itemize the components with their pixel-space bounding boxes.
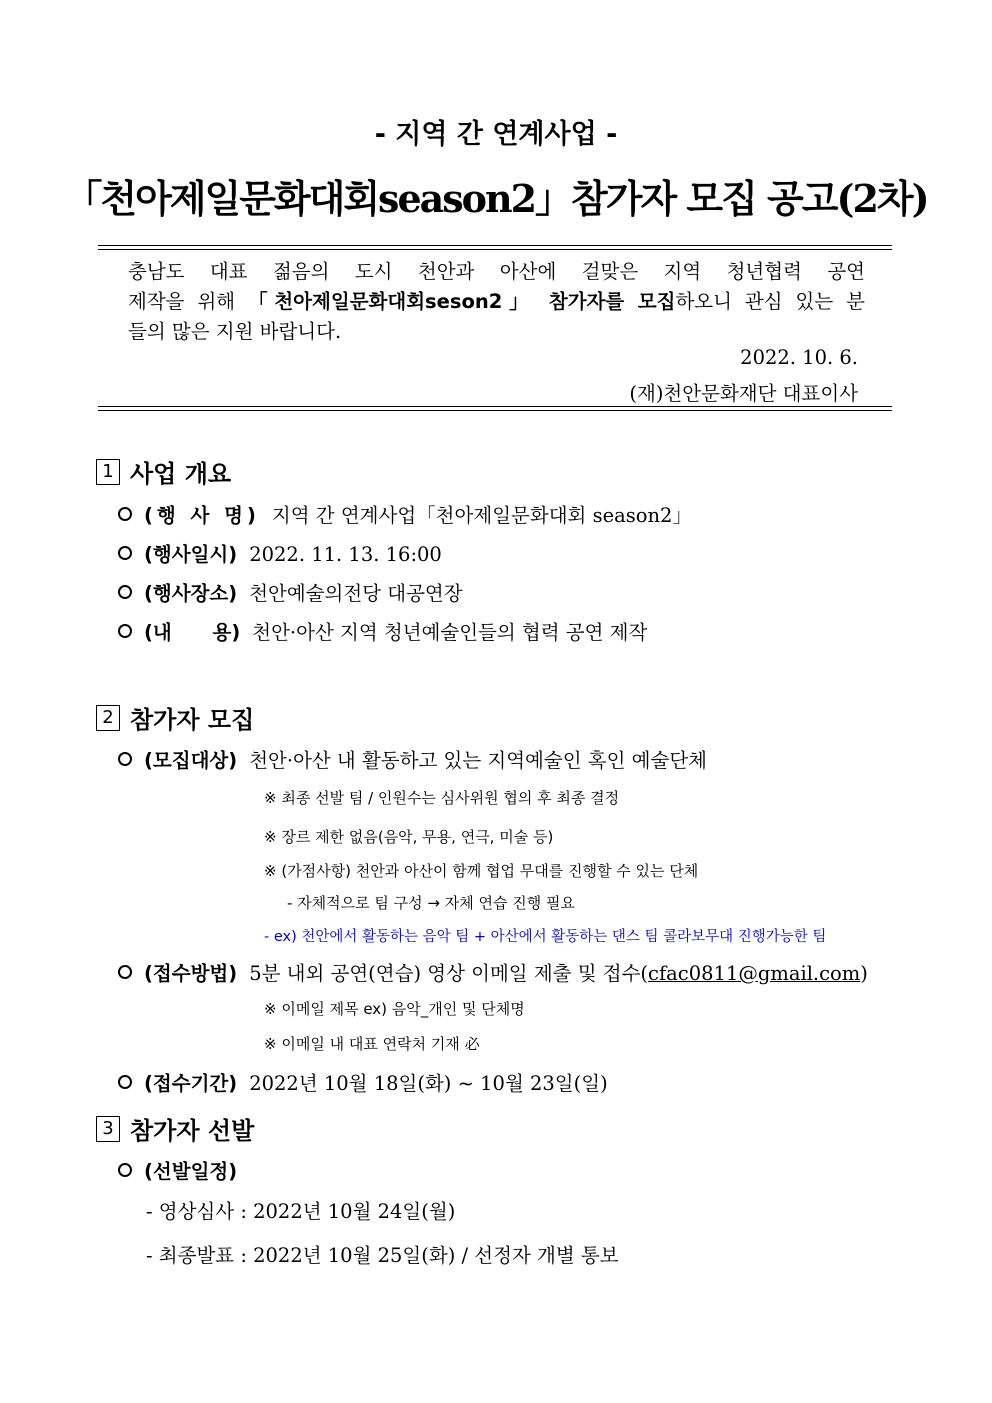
bottom-rule-1 (98, 406, 892, 407)
section-3-heading (96, 1111, 254, 1146)
note-team: - 자체적으로 팀 구성 → 자체 연습 진행 필요 (287, 894, 575, 912)
target-row (118, 745, 707, 773)
event-name-row (118, 500, 692, 528)
intro-text: 제작을 위해 (128, 290, 249, 313)
note-example: - ex) 천안에서 활동하는 음악 팀 + 아산에서 활동하는 댄스 팀 콜라보무대 진행가능한 팀 (264, 929, 827, 945)
intro-line-2 (128, 286, 865, 314)
note-email-subject: ※ 이메일 제목 ex) 음악_개인 및 단체명 (264, 1000, 525, 1018)
top-rule-1 (98, 245, 892, 246)
intro-highlight: 「천아제일문화대회seson2」 참가자를 모집 (248, 290, 676, 313)
circle-bullet-icon (118, 752, 132, 766)
schedule-row (118, 1156, 249, 1184)
item-value: 2022. 11. 13. 16:00 (249, 543, 442, 566)
section-title: 참가자 모집 (130, 706, 255, 734)
item-label: (내 용) (144, 621, 241, 644)
circle-bullet-icon (118, 624, 132, 638)
item-value: 천안·아산 지역 청년예술인들의 협력 공연 제작 (252, 621, 648, 644)
section-1-heading (96, 454, 231, 489)
event-content-row (118, 617, 647, 645)
period-row (118, 1068, 608, 1096)
item-label: (선발일정) (144, 1160, 238, 1183)
document-title: 「천아제일문화대회season2」참가자 모집 공고(2차) (64, 176, 928, 221)
section-title: 사업 개요 (130, 460, 232, 488)
note-genre: ※ 장르 제한 없음(음악, 무용, 연극, 미술 등) (264, 828, 554, 846)
item-label: (행사일시) (144, 543, 238, 566)
section-number: 2 (96, 705, 120, 731)
event-date-row (118, 539, 442, 567)
item-value: ) (860, 962, 868, 985)
section-number: 1 (96, 459, 120, 485)
intro-text: 하오니 관심 있는 분 (675, 290, 865, 313)
schedule-video-review: - 영상심사 : 2022년 10월 24일(월) (146, 1200, 456, 1223)
item-label: (모집대상) (144, 749, 238, 772)
issue-date: 2022. 10. 6. (740, 346, 858, 369)
bottom-rule-2 (98, 410, 892, 411)
section-number: 3 (96, 1116, 120, 1142)
top-rule-2 (98, 249, 892, 250)
intro-line-1: 충남도 대표 젊음의 도시 천안과 아산에 걸맞은 지역 청년협력 공연 (128, 260, 865, 283)
item-label: (접수방법) (144, 962, 238, 985)
schedule-final-announcement: - 최종발표 : 2022년 10월 25일(화) / 선정자 개별 통보 (146, 1244, 619, 1267)
intro-line-3: 들의 많은 지원 바랍니다. (128, 320, 342, 343)
item-value: 지역 간 연계사업「천아제일문화대회 season2」 (271, 504, 692, 527)
section-title: 참가자 선발 (130, 1117, 255, 1145)
item-label: (행사장소) (144, 582, 238, 605)
circle-bullet-icon (118, 507, 132, 521)
circle-bullet-icon (118, 585, 132, 599)
document-subtitle: - 지역 간 연계사업 - (374, 119, 618, 150)
item-value: 천안예술의전당 대공연장 (249, 582, 463, 605)
note-email-contact: ※ 이메일 내 대표 연락처 기재 必 (264, 1035, 480, 1053)
section-2-heading (96, 700, 254, 735)
note-final-selection: ※ 최종 선발 팀 / 인원수는 심사위원 협의 후 최종 결정 (264, 789, 620, 807)
circle-bullet-icon (118, 1163, 132, 1177)
circle-bullet-icon (118, 1075, 132, 1089)
method-row (118, 958, 868, 986)
circle-bullet-icon (118, 965, 132, 979)
item-label: (행 사 명) (144, 504, 260, 527)
issuer: (재)천안문화재단 대표이사 (629, 382, 858, 405)
item-value: 5분 내외 공연(연습) 영상 이메일 제출 및 접수( (249, 962, 649, 985)
item-label: (접수기간) (144, 1072, 238, 1095)
note-bonus: ※ (가점사항) 천안과 아산이 함께 협업 무대를 진행할 수 있는 단체 (264, 862, 699, 880)
circle-bullet-icon (118, 546, 132, 560)
item-value: 2022년 10월 18일(화) ~ 10월 23일(일) (249, 1072, 608, 1095)
item-value: 천안·아산 내 활동하고 있는 지역예술인 혹인 예술단체 (249, 749, 707, 772)
event-venue-row (118, 578, 463, 606)
email-link[interactable]: cfac0811@gmail.com (648, 962, 861, 985)
